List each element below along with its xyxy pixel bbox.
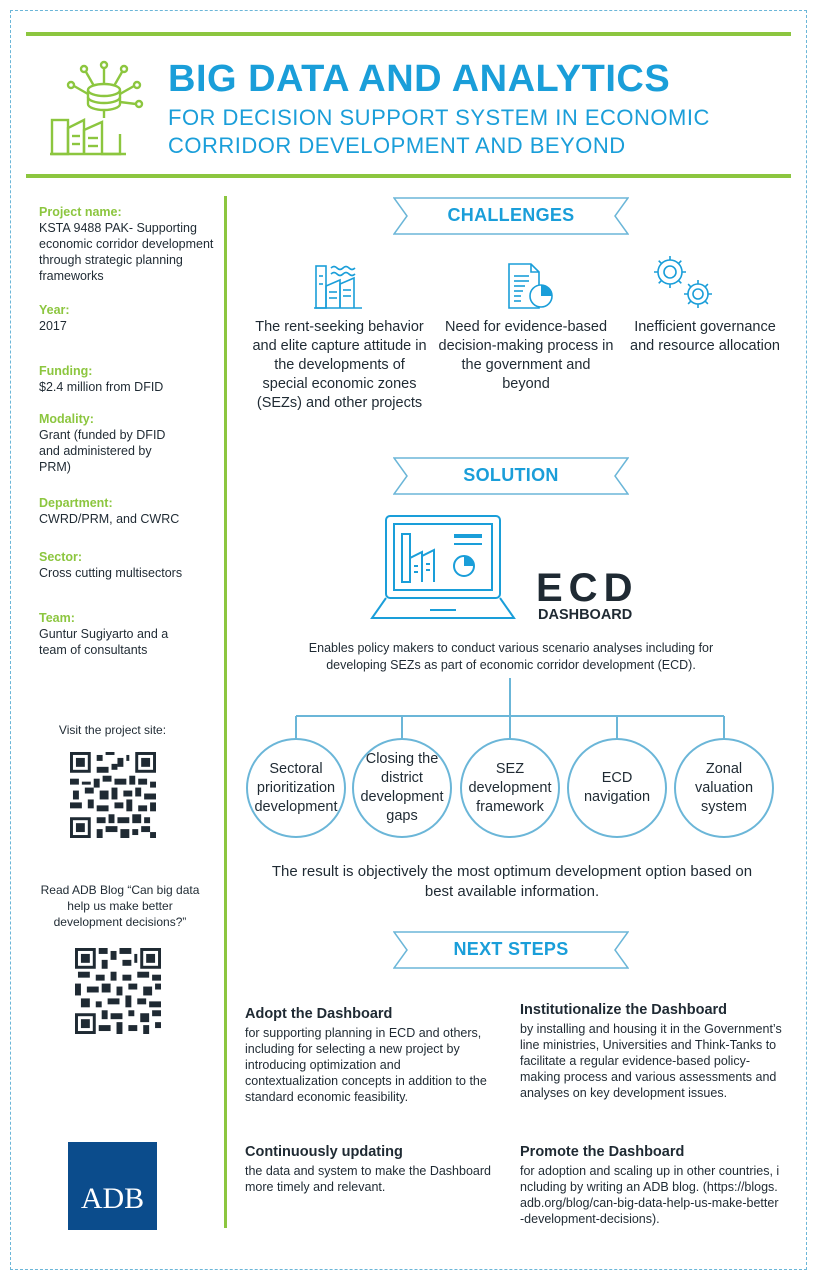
subtitle-line-1: FOR DECISION SUPPORT SYSTEM IN ECONOMIC [168, 105, 710, 130]
page-subtitle [168, 104, 768, 160]
year-label: Year: [39, 303, 70, 317]
blog-qr-code[interactable] [75, 948, 161, 1034]
visit-site-label: Visit the project site: [58, 723, 167, 737]
circle-2-label: Closing the district development gaps [360, 751, 444, 824]
challenge-3-text: Inefficient governance and resource allocation [630, 319, 780, 354]
gears-icon [648, 252, 718, 312]
solution-result: The result is objectively the most optimum development option based on best available information. [271, 863, 753, 900]
circle-zonal-valuation [674, 738, 774, 838]
report-chart-icon [505, 262, 555, 312]
department-block [39, 495, 224, 527]
connector-lines [290, 676, 730, 740]
team-block [39, 610, 224, 658]
page-title: BIG DATA AND ANALYTICS [168, 58, 671, 100]
circle-ecd-navigation [567, 738, 667, 838]
modality-block [39, 411, 224, 475]
solution-banner [393, 456, 629, 496]
project-name-block [39, 204, 224, 284]
laptop-dashboard-icon [370, 514, 516, 624]
circle-sez-framework [460, 738, 560, 838]
team-value: Guntur Sugiyarto and a team of consultants [39, 627, 169, 657]
next-step-4-body: for adoption and scaling up in other countries, including by writing an ADB blog. (https://blogs.adb.org/blog/can-big-data-help-us-make-better-development-decisions). [520, 1164, 780, 1226]
circle-closing-district-gaps [352, 738, 452, 838]
challenges-heading: CHALLENGES [447, 205, 575, 225]
sector-value: Cross cutting multisectors [39, 566, 183, 580]
ecd-title: ECD [536, 566, 639, 610]
project-site-qr-code[interactable] [70, 752, 156, 838]
next-step-4-title: Promote the Dashboard [520, 1144, 685, 1160]
factory-icon [313, 262, 363, 310]
circle-5-label: Zonal valuation system [694, 760, 754, 815]
next-step-1-title: Adopt the Dashboard [245, 1006, 393, 1022]
circle-sectoral-prioritization [246, 738, 346, 838]
challenge-2-text: Need for evidence-based decision-making process in the government and beyond [438, 319, 614, 392]
blog-label: Read ADB Blog “Can big data help us make better development decisions?” [40, 883, 200, 929]
big-data-factory-icon [46, 56, 150, 160]
sector-block [39, 549, 224, 581]
next-steps-banner [393, 930, 629, 970]
adb-logo: ADB [68, 1142, 157, 1230]
modality-value: Grant (funded by DFID and administered by PRM) [39, 428, 166, 474]
top-rule [26, 32, 791, 36]
next-step-2-body: by installing and housing it in the Government’s line ministries, Universities and Think-Tanks to facilitate a regular evidence-based policy-making process and various assessments and analyses on key development issues. [520, 1022, 782, 1100]
solution-heading: SOLUTION [463, 465, 559, 485]
sector-label: Sector: [39, 550, 83, 564]
modality-label: Modality: [39, 412, 94, 426]
department-value: CWRD/PRM, and CWRC [39, 512, 180, 526]
next-steps-heading: NEXT STEPS [453, 939, 569, 959]
project-name-label: Project name: [39, 205, 122, 219]
team-label: Team: [39, 611, 75, 625]
funding-label: Funding: [39, 364, 93, 378]
next-step-3-body: the data and system to make the Dashboard more timely and relevant. [245, 1164, 491, 1194]
ecd-dashboard-label: DASHBOARD [538, 607, 633, 623]
header-bottom-rule [26, 174, 791, 178]
funding-block [39, 363, 224, 395]
next-step-1-body: for supporting planning in ECD and others, including for selecting a new project by introducing optimization and contextualization concepts in addition to the standard economic feasibility. [245, 1026, 487, 1104]
circle-1-label: Sectoral prioritization development [254, 760, 338, 815]
department-label: Department: [39, 496, 113, 510]
next-step-2-title: Institutionalize the Dashboard [520, 1002, 728, 1018]
subtitle-line-2: CORRIDOR DEVELOPMENT AND BEYOND [168, 133, 626, 158]
project-name-value: KSTA 9488 PAK- Supporting economic corridor development through strategic planning frameworks [39, 221, 214, 283]
year-block [39, 302, 224, 334]
year-value: 2017 [39, 319, 67, 333]
funding-value: $2.4 million from DFID [39, 380, 164, 394]
circle-4-label: ECD navigation [583, 770, 651, 805]
challenges-banner [393, 196, 629, 236]
solution-description: Enables policy makers to conduct various scenario analyses including for developing SEZs as part of economic corridor development (ECD). [308, 641, 714, 672]
challenge-1-text: The rent-seeking behavior and elite capture attitude in the developments of special economic zones (SEZs) and other projects [252, 319, 427, 411]
next-step-3-title: Continuously updating [245, 1144, 403, 1160]
circle-3-label: SEZ development framework [468, 760, 552, 815]
sidebar-divider [224, 196, 227, 1228]
